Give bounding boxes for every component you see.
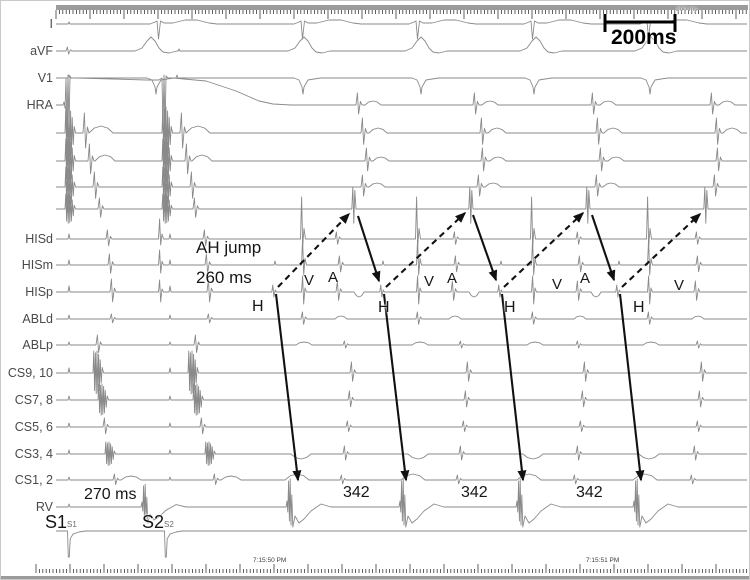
channel-label-CS56: CS5, 6 bbox=[14, 420, 53, 434]
arrow-a-to-h bbox=[473, 215, 496, 280]
annotation-342: 342 bbox=[343, 484, 370, 501]
annotation-v: V bbox=[424, 273, 435, 290]
annotation-s1: S1 bbox=[67, 520, 77, 529]
channel-label-CS910: CS9, 10 bbox=[7, 366, 53, 380]
arrow-a-to-h bbox=[592, 215, 614, 280]
channel-label-RV: RV bbox=[35, 500, 53, 514]
channel-label-HRA: HRA bbox=[26, 98, 53, 112]
annotation-s2: S2 bbox=[164, 520, 174, 529]
trace-V1 bbox=[56, 75, 747, 94]
annotation-v: V bbox=[552, 276, 563, 293]
trace-ch530 bbox=[56, 531, 747, 557]
trace-ch208 bbox=[56, 187, 747, 223]
arrow-h-to-rv bbox=[502, 294, 523, 480]
trace-CS78 bbox=[56, 384, 747, 415]
annotation-v: V bbox=[304, 272, 315, 289]
bottom-ruler-ticks bbox=[36, 564, 747, 573]
trace-ch132 bbox=[56, 107, 747, 158]
arrow-dashed-h-to-a bbox=[504, 213, 583, 287]
time-rulers bbox=[36, 10, 747, 573]
annotation-v: V bbox=[674, 277, 685, 294]
channel-label-HISp: HISp bbox=[25, 285, 53, 299]
annotation-342: 342 bbox=[461, 484, 488, 501]
channel-label-CS12: CS1, 2 bbox=[14, 473, 53, 487]
annotation-342: 342 bbox=[576, 484, 603, 501]
annotation-a: A bbox=[328, 269, 339, 286]
channel-label-HISm: HISm bbox=[21, 258, 53, 272]
ecg-traces bbox=[56, 20, 747, 557]
annotation-h: H bbox=[378, 299, 390, 316]
annotation-s1: S1 bbox=[45, 512, 68, 532]
channel-label-V1: V1 bbox=[37, 71, 53, 85]
trace-HISd bbox=[56, 197, 747, 246]
arrow-dashed-h-to-a bbox=[622, 214, 700, 287]
trace-HISm bbox=[56, 239, 747, 275]
timestamp-label: 7:15:51 PM bbox=[586, 557, 620, 564]
timestamp-label: 7:15:50 PM bbox=[253, 557, 287, 564]
channel-label-aVF: aVF bbox=[30, 44, 53, 58]
annotation-a: A bbox=[580, 270, 591, 287]
annotation-s2: S2 bbox=[142, 512, 165, 532]
annotation-ah-jump: AH jump bbox=[196, 238, 262, 257]
annotation-a: A bbox=[447, 270, 458, 287]
measurement-arrows bbox=[276, 213, 700, 480]
annotation-260-ms: 260 ms bbox=[196, 268, 252, 287]
channel-label-CS78: CS7, 8 bbox=[14, 393, 53, 407]
annotation-270-ms: 270 ms bbox=[84, 486, 137, 503]
top-ruler-ticks bbox=[56, 10, 746, 19]
channel-label-ABLp: ABLp bbox=[22, 338, 53, 352]
scale-bar-small-label: 200 ms bbox=[676, 6, 698, 13]
annotation-h: H bbox=[504, 299, 516, 316]
channel-label-CS34: CS3, 4 bbox=[14, 447, 53, 461]
trace-ABLp bbox=[56, 335, 747, 353]
channel-label-I: I bbox=[49, 17, 53, 31]
trace-CS56 bbox=[56, 418, 747, 434]
arrow-h-to-rv bbox=[384, 294, 406, 480]
annotation-h: H bbox=[633, 299, 645, 316]
annotation-h: H bbox=[252, 298, 264, 315]
scale-bar-label: 200ms bbox=[611, 26, 677, 49]
channel-label-ABLd: ABLd bbox=[22, 312, 53, 326]
trace-ch160 bbox=[56, 139, 747, 182]
channel-label-HISd: HISd bbox=[25, 232, 53, 246]
arrow-a-to-h bbox=[358, 216, 379, 281]
trace-ch186 bbox=[56, 167, 747, 206]
arrow-h-to-rv bbox=[276, 294, 298, 480]
arrow-h-to-rv bbox=[620, 294, 641, 480]
trace-CS910 bbox=[56, 351, 747, 394]
